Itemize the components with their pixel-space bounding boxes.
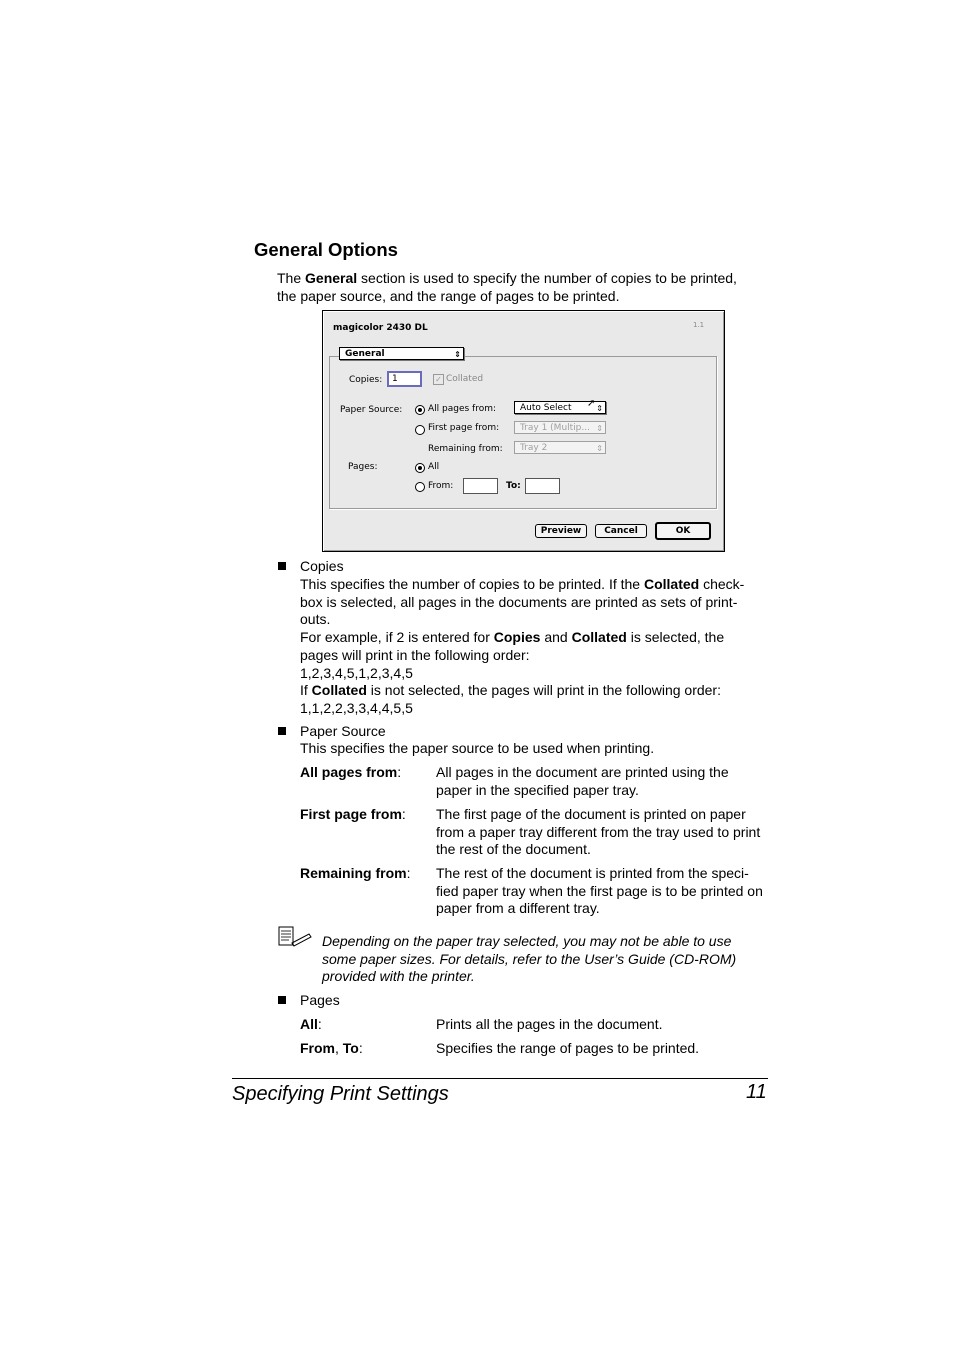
- bullet-icon: [278, 727, 286, 735]
- remaining-from-popup[interactable]: Tray 2 ⇕: [514, 441, 606, 454]
- cancel-button[interactable]: Cancel: [595, 524, 647, 538]
- pages-title: Pages: [300, 992, 340, 1008]
- paper-source-label: Paper Source:: [340, 405, 403, 415]
- paper-source-description: This specifies the paper source to be used when printing.: [300, 740, 655, 756]
- copies-title: Copies: [300, 558, 344, 574]
- def-remaining-from: The rest of the document is printed from the speci- fied paper tray when the first page is to be printed on paper from a different tray.: [436, 865, 763, 917]
- pages-from-input[interactable]: [463, 478, 498, 494]
- term-first-page-from: First page from:: [300, 806, 406, 822]
- copies-label: Copies:: [349, 375, 383, 385]
- all-pages-from-radio[interactable]: [415, 405, 425, 415]
- dialog-title: magicolor 2430 DL: [333, 323, 428, 333]
- pages-from-label: From:: [428, 481, 454, 491]
- section-heading: General Options: [254, 239, 398, 260]
- paper-source-title: Paper Source: [300, 723, 386, 739]
- term-from-to: From, To:: [300, 1040, 363, 1056]
- pages-all-label: All: [428, 462, 440, 472]
- dialog-version: 1.1: [693, 321, 705, 329]
- bullet-icon: [278, 996, 286, 1004]
- all-pages-from-label: All pages from:: [428, 404, 497, 414]
- mouse-cursor-icon: ➚: [587, 398, 596, 409]
- pages-from-radio[interactable]: [415, 482, 425, 492]
- pages-to-input[interactable]: [525, 478, 560, 494]
- preview-button[interactable]: Preview: [535, 524, 587, 538]
- note-text: Depending on the paper tray selected, you may not be able to use some paper sizes. For details, refer to the User’s Guide (CD-ROM) provided with the printer.: [322, 933, 737, 985]
- print-dialog-screenshot: [322, 310, 725, 552]
- def-all-pages-from: All pages in the document are printed using the paper in the specified paper tray.: [436, 764, 729, 798]
- term-all: All:: [300, 1016, 322, 1032]
- note-pencil-icon: [278, 926, 314, 948]
- def-first-page-from: The first page of the document is printed on paper from a paper tray different from the tray used to print the rest of the document.: [436, 806, 761, 858]
- footer-rule: [232, 1078, 768, 1079]
- first-page-from-label: First page from:: [428, 423, 500, 433]
- def-all: Prints all the pages in the document.: [436, 1016, 663, 1032]
- def-from-to: Specifies the range of pages to be printed.: [436, 1040, 700, 1056]
- bullet-icon: [278, 562, 286, 570]
- updown-arrow-icon: ⇕: [596, 404, 603, 413]
- collated-label: Collated: [446, 374, 484, 384]
- copies-description: This specifies the number of copies to be printed. If the Collated check- box is selected, all pages in the documents are printed as sets of print- outs. For example, if 2 is entered for Copies and Collated is selected, the pages will print in the following order: 1,2,3,4,5,1,2,3,4,5 If Collated is not selected, the pages will print in the following order: 1,1,2,2,3,3,4,4,5,5: [300, 576, 745, 716]
- updown-arrow-icon: ⇕: [596, 424, 603, 433]
- collated-checkbox[interactable]: ✓: [433, 374, 444, 385]
- section-popup[interactable]: General ⇕: [339, 347, 464, 360]
- page-number: 11: [746, 1081, 767, 1103]
- ok-button[interactable]: OK: [655, 522, 711, 540]
- remaining-from-label: Remaining from:: [428, 444, 503, 454]
- intro-paragraph: The General section is used to specify the number of copies to be printed, the paper source, and the range of pages to be printed.: [277, 270, 737, 304]
- footer-title: Specifying Print Settings: [232, 1083, 449, 1105]
- first-page-from-radio[interactable]: [415, 425, 425, 435]
- all-pages-from-popup[interactable]: Auto Select ⇕: [514, 401, 606, 414]
- copies-input[interactable]: 1: [387, 371, 422, 387]
- term-all-pages-from: All pages from:: [300, 764, 402, 780]
- updown-arrow-icon: ⇕: [596, 444, 603, 453]
- updown-arrow-icon: ⇕: [454, 350, 461, 359]
- pages-label: Pages:: [348, 462, 378, 472]
- pages-all-radio[interactable]: [415, 463, 425, 473]
- pages-to-label: To:: [506, 481, 521, 491]
- term-remaining-from: Remaining from:: [300, 865, 411, 881]
- first-page-from-popup[interactable]: Tray 1 (Multip... ⇕: [514, 421, 606, 434]
